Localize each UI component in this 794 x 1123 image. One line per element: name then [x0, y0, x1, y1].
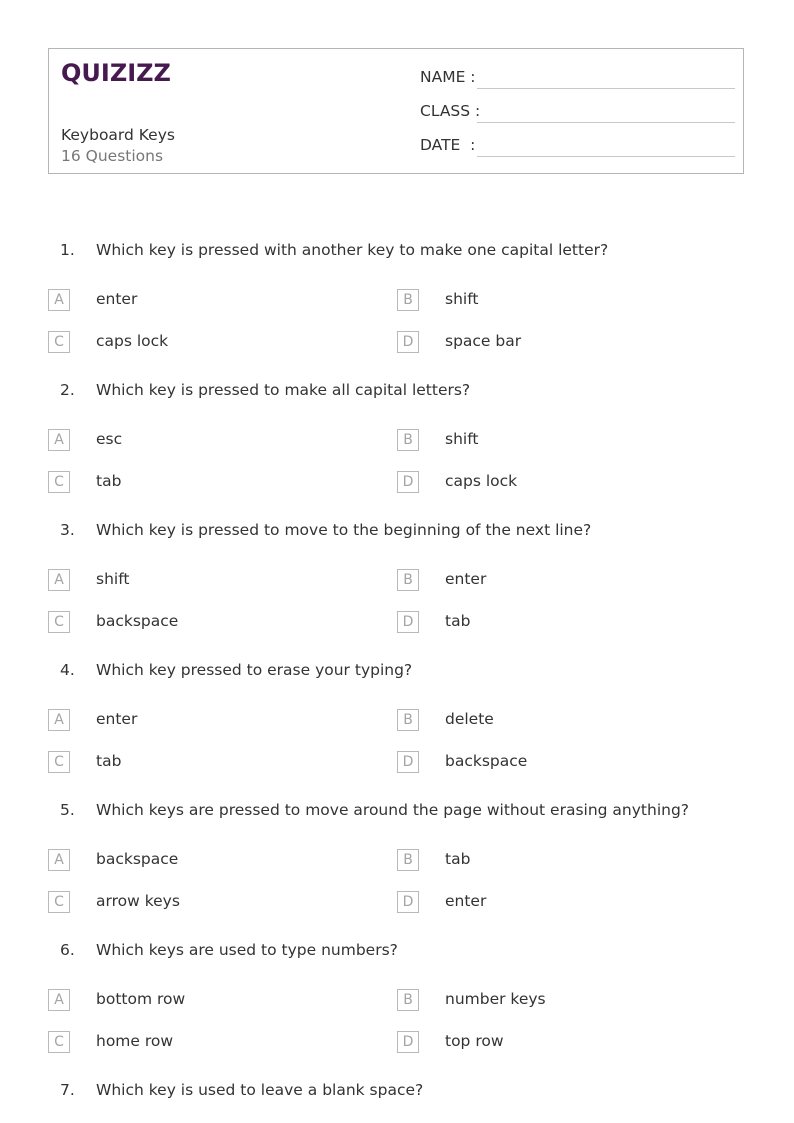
option-letter-box[interactable]: D	[397, 471, 419, 493]
option-letter-box[interactable]: C	[48, 751, 70, 773]
class-label: CLASS :	[420, 102, 481, 120]
worksheet-header	[48, 48, 744, 174]
option-text: enter	[445, 892, 487, 910]
option-letter-box[interactable]: C	[48, 611, 70, 633]
option-text: number keys	[445, 990, 546, 1008]
question-text: Which key is pressed to move to the beginning of the next line?	[96, 521, 592, 539]
question-text: Which key is pressed with another key to make one capital letter?	[96, 241, 609, 259]
question-text: Which key is used to leave a blank space?	[96, 1081, 424, 1099]
option-text: tab	[445, 612, 471, 630]
question-number: 6.	[60, 941, 75, 959]
quizizz-logo: QUIZIZZ	[61, 59, 171, 87]
date-label: DATE :	[420, 136, 476, 154]
option-text: tab	[96, 752, 122, 770]
option-letter-box[interactable]: C	[48, 891, 70, 913]
option-text: space bar	[445, 332, 522, 350]
option-text: delete	[445, 710, 494, 728]
question-number: 2.	[60, 381, 75, 399]
option-text: backspace	[445, 752, 528, 770]
option-text: backspace	[96, 850, 179, 868]
option-letter-box[interactable]: C	[48, 331, 70, 353]
question-text: Which keys are used to type numbers?	[96, 941, 398, 959]
question-number: 1.	[60, 241, 75, 259]
option-letter-box[interactable]: D	[397, 751, 419, 773]
question-number: 3.	[60, 521, 75, 539]
option-text: caps lock	[96, 332, 169, 350]
date-line	[477, 156, 735, 157]
option-letter-box[interactable]: B	[397, 289, 419, 311]
question-number: 5.	[60, 801, 75, 819]
option-letter-box[interactable]: A	[48, 429, 70, 451]
name-line	[477, 88, 735, 89]
option-letter-box[interactable]: A	[48, 569, 70, 591]
name-label: NAME :	[420, 68, 476, 86]
option-text: top row	[445, 1032, 504, 1050]
worksheet-title: Keyboard Keys	[61, 126, 175, 144]
option-text: shift	[445, 290, 479, 308]
option-text: backspace	[96, 612, 179, 630]
option-letter-box[interactable]: A	[48, 989, 70, 1011]
option-letter-box[interactable]: A	[48, 849, 70, 871]
option-text: caps lock	[445, 472, 518, 490]
option-letter-box[interactable]: B	[397, 989, 419, 1011]
option-text: esc	[96, 430, 123, 448]
option-letter-box[interactable]: B	[397, 569, 419, 591]
option-letter-box[interactable]: A	[48, 289, 70, 311]
date-field[interactable]	[420, 136, 735, 158]
question-text: Which key is pressed to make all capital letters?	[96, 381, 471, 399]
question-number: 7.	[60, 1081, 75, 1099]
option-letter-box[interactable]: D	[397, 891, 419, 913]
option-text: enter	[445, 570, 487, 588]
option-letter-box[interactable]: C	[48, 1031, 70, 1053]
option-text: tab	[445, 850, 471, 868]
class-field[interactable]	[420, 102, 735, 124]
option-text: tab	[96, 472, 122, 490]
option-text: shift	[445, 430, 479, 448]
option-letter-box[interactable]: A	[48, 709, 70, 731]
question-count: 16 Questions	[61, 147, 164, 165]
option-text: enter	[96, 710, 138, 728]
option-text: home row	[96, 1032, 174, 1050]
option-letter-box[interactable]: D	[397, 1031, 419, 1053]
option-letter-box[interactable]: B	[397, 849, 419, 871]
option-letter-box[interactable]: D	[397, 611, 419, 633]
option-letter-box[interactable]: B	[397, 429, 419, 451]
option-letter-box[interactable]: C	[48, 471, 70, 493]
question-text: Which key pressed to erase your typing?	[96, 661, 413, 679]
class-line	[477, 122, 735, 123]
option-letter-box[interactable]: B	[397, 709, 419, 731]
option-text: arrow keys	[96, 892, 180, 910]
option-text: bottom row	[96, 990, 186, 1008]
name-field[interactable]	[420, 68, 735, 90]
option-letter-box[interactable]: D	[397, 331, 419, 353]
option-text: shift	[96, 570, 130, 588]
question-number: 4.	[60, 661, 75, 679]
option-text: enter	[96, 290, 138, 308]
question-text: Which keys are pressed to move around the page without erasing anything?	[96, 801, 690, 819]
